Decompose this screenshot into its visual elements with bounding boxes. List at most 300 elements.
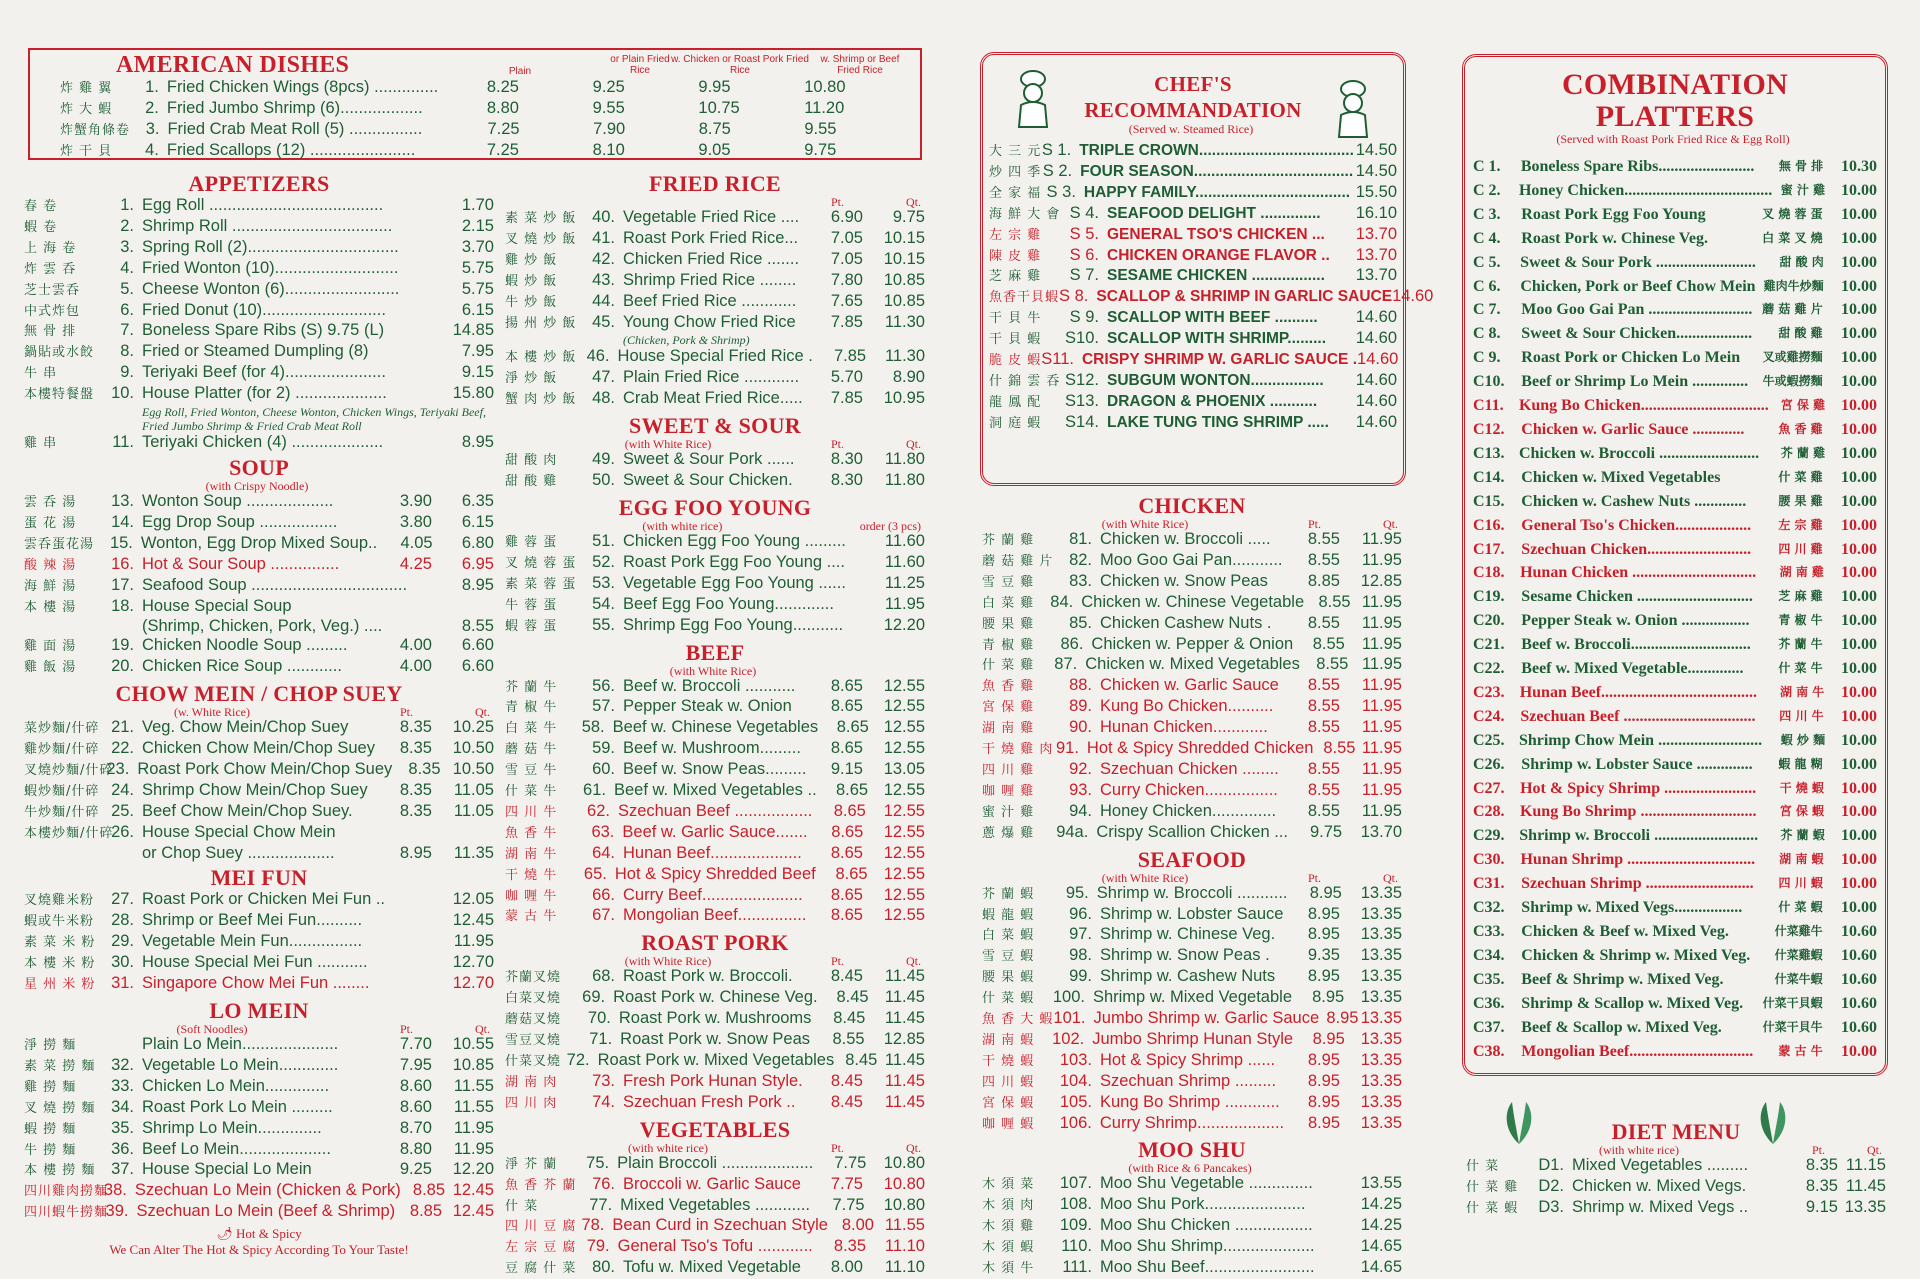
menu-item: [505, 271, 925, 292]
combo-item: [1465, 275, 1885, 299]
item-number: 103.: [1059, 1050, 1092, 1069]
menu-item: [505, 906, 925, 927]
chinese-name: 蔥 爆 雞: [982, 825, 1035, 841]
chinese-name: 白 菜 蝦: [982, 928, 1035, 944]
combo-item: [1465, 968, 1885, 992]
chinese-name: 蛋 花 湯: [24, 515, 77, 531]
pint-price: 8.55: [1316, 655, 1349, 674]
item-number: 10.: [111, 384, 134, 403]
menu-item: [982, 1009, 1402, 1030]
pint-price: 8.95: [1307, 1092, 1340, 1111]
pint-price: 8.45: [845, 1051, 878, 1069]
pt-label: Pt.: [400, 1022, 414, 1036]
item-number: 27.: [111, 890, 134, 909]
pint-price: 8.35: [408, 759, 441, 778]
item-number: S 4.: [1069, 203, 1099, 222]
quart-price: 12.55: [883, 781, 925, 800]
combo-item: [1465, 944, 1885, 968]
menu-item: [982, 614, 1402, 635]
item-name: TRIPLE CROWN....................................: [1079, 142, 1354, 159]
item-number: 18.: [111, 596, 134, 615]
item-number: 17.: [111, 575, 134, 594]
pint-price: 8.55: [1307, 759, 1340, 778]
chef-sub-text: (Served w. Steamed Rice): [1128, 122, 1254, 136]
chinese-name: 蝦 撈 麵: [24, 1121, 77, 1137]
qt-label: Qt.: [1383, 870, 1398, 885]
item-number: 105.: [1059, 1092, 1092, 1111]
item-name: Vegetable Egg Foo Young ......: [623, 573, 846, 592]
chinese-name: 無 骨 排: [1778, 159, 1824, 173]
item-number: 90.: [1069, 718, 1092, 737]
pint-price: 8.95: [1312, 988, 1345, 1007]
pint-price: 8.65: [833, 801, 866, 820]
item-price: 15.80: [452, 384, 494, 403]
menu-item: [505, 1051, 925, 1072]
item-number: 4.: [145, 140, 159, 159]
chinese-name: 四 川 蝦: [982, 1074, 1035, 1090]
quart-price: 12.55: [883, 739, 925, 758]
quart-price: 12.55: [883, 697, 925, 716]
item-number: 67.: [592, 906, 615, 925]
item-name: Shrimp Chow Mein/Chop Suey: [142, 780, 368, 799]
item-price: 11.95: [453, 932, 494, 951]
item-number: 71.: [589, 1030, 613, 1049]
chinese-name: 叉燒雞米粉: [24, 893, 95, 909]
chinese-name: 蝦 龍 糊: [1778, 756, 1823, 771]
pint-price: 8.30: [830, 450, 863, 469]
menu-item: [505, 1030, 925, 1051]
chinese-name: 菜炒麵/什碎: [24, 721, 100, 737]
soup-sub-text: (with Crispy Noodle): [205, 478, 309, 493]
item-name: Hot & Spicy Shrimp .......................: [1520, 779, 1757, 797]
item-number: 84.: [1050, 592, 1074, 611]
chinese-name: 蝦 龍 蝦: [982, 907, 1035, 923]
chinese-name: 蝦或牛米粉: [24, 914, 95, 930]
item-number: 40.: [592, 208, 615, 226]
chinese-name: 龍 鳳 配: [989, 394, 1042, 410]
chinese-name: 什 錦 雲 呑: [989, 373, 1061, 389]
menu-item: [24, 953, 494, 974]
pint-price: 7.05: [830, 228, 863, 247]
item-name: Chicken w. Broccoli .....: [1100, 530, 1271, 548]
soup-subtitle: [24, 480, 494, 492]
pint-price: 8.80: [399, 1139, 432, 1158]
combo-item: [1465, 705, 1885, 729]
item-number: 3.: [145, 119, 160, 138]
pint-price: 9.75: [1309, 822, 1343, 841]
chinese-name: 蒙 古 牛: [1778, 1043, 1823, 1058]
item-price: 3.70: [461, 237, 494, 256]
item-number: 92.: [1069, 759, 1092, 778]
item-number: C27.: [1473, 779, 1505, 797]
item-name: Roast Pork Egg Foo Young: [1521, 205, 1706, 223]
chicken-title: CHICKEN: [1138, 493, 1246, 518]
quart-price: 13.35: [1360, 904, 1402, 923]
item-price: 6.15: [461, 300, 494, 319]
chinese-name: 炸 干 貝: [60, 143, 113, 159]
item-name: Spring Roll (2).................................: [142, 237, 399, 256]
quart-price: 13.70: [1360, 822, 1403, 841]
pint-price: 8.55: [1307, 801, 1340, 820]
item-name: Roast Pork w. Mixed Vegetables: [597, 1051, 835, 1069]
item-name: Beef w. Mixed Vegetables ..: [613, 781, 817, 800]
chinese-name: 雪 豆 牛: [505, 763, 558, 779]
chef-icon: [1331, 79, 1375, 139]
item-name: Roast Pork w. Chinese Veg.: [613, 988, 818, 1007]
item-number: 100.: [1052, 988, 1085, 1007]
item-number: 43.: [592, 270, 615, 289]
chinese-name: 本 樓 米 粉: [24, 956, 96, 972]
pint-price: 7.05: [830, 249, 863, 268]
item-number: S10.: [1065, 329, 1099, 348]
chinese-name: 蝦 炒 飯: [505, 273, 558, 289]
item-price: 11.35: [453, 843, 494, 862]
chicken-list: [982, 530, 1402, 844]
menu-item: [982, 697, 1402, 718]
chinese-name: 淨 芥 蘭: [505, 1156, 558, 1172]
combo-item: [1465, 920, 1885, 944]
item-name: Chicken Chow Mein/Chop Suey: [142, 739, 375, 758]
chinese-name: 腰 果 雞: [1778, 493, 1823, 508]
chinese-name: 素 菜 撈 麵: [24, 1058, 96, 1074]
quart-price: 10.50: [452, 759, 494, 778]
menu-item: [505, 967, 925, 988]
chinese-name: 揚 州 炒 飯: [505, 315, 577, 331]
item-name: Chicken Cashew Nuts .: [1100, 613, 1272, 632]
item-number: 26.: [111, 822, 134, 841]
qt-label: Qt.: [906, 954, 921, 969]
menu-item: [24, 1160, 494, 1181]
item-price: 10.00: [1841, 707, 1878, 725]
chinese-name: 咖 喱 雞: [982, 783, 1035, 799]
menu-item: [982, 946, 1402, 967]
menu-item: [505, 471, 925, 492]
chow-mein-sub-text: (w. White Rice): [174, 705, 250, 720]
menu-item: [24, 823, 494, 844]
item-number: 52.: [592, 552, 615, 571]
item-name: Moo Goo Gai Pan ..........................: [1521, 301, 1753, 319]
item-name: Chicken Rice Soup ............: [142, 657, 342, 676]
item-name: Jumbo Shrimp Hunan Style: [1092, 1029, 1294, 1048]
pint-price: 8.35: [1805, 1176, 1838, 1195]
item-price: 10.60: [1840, 946, 1877, 964]
moo-shu-title: MOO SHU: [1138, 1137, 1246, 1163]
combo-item: [1465, 538, 1885, 562]
pint-price: 7.75: [834, 1153, 867, 1172]
chinese-name: 全 家 福: [989, 185, 1042, 201]
item-price: 12.70: [452, 974, 494, 993]
chinese-name: 芥 蘭 牛: [1778, 637, 1823, 652]
item-number: 4.: [120, 258, 134, 277]
item-name: Hunan Beef....................: [623, 843, 802, 862]
item-name: Chicken w. Garlic Sauce .............: [1521, 420, 1745, 438]
item-number: C38.: [1473, 1042, 1505, 1060]
item-price: 10.60: [1840, 970, 1877, 988]
combo-item: [1465, 633, 1885, 657]
menu-item: [982, 1174, 1402, 1195]
combo-item: [1465, 442, 1885, 466]
item-number: 80.: [592, 1258, 615, 1277]
item-price: 10.00: [1840, 349, 1877, 367]
item-name: Chicken Egg Foo Young .........: [623, 531, 846, 550]
item-number: C12.: [1473, 420, 1505, 438]
item-number: 28.: [111, 911, 134, 930]
roast-pork-title: ROAST PORK: [641, 930, 789, 956]
item-price: 12.20: [883, 615, 925, 634]
item-number: 85.: [1069, 613, 1092, 632]
combo-item: [1465, 251, 1885, 275]
chinese-name: 叉 燒 撈 麵: [24, 1100, 96, 1116]
combo-item: [1465, 777, 1885, 801]
item-name: Szechuan Beef .................: [617, 801, 813, 820]
quart-price: 13.35: [1360, 1071, 1402, 1090]
leaf-icon: [1502, 1100, 1536, 1146]
fried-rice-title: [505, 172, 925, 196]
item-price: 14.50: [1355, 141, 1397, 159]
chinese-name: 牛 撈 麵: [24, 1142, 77, 1158]
chinese-name: 鍋貼或水餃: [24, 345, 95, 361]
combo-item: [1465, 203, 1885, 227]
item-name: Beef w. Garlic Sauce.......: [622, 822, 808, 841]
item-number: 32.: [111, 1055, 134, 1074]
pint-price: 8.45: [830, 967, 863, 986]
seafood-subtitle: [982, 872, 1402, 884]
item-name: Szechuan Lo Mein (Beef & Shrimp): [136, 1202, 396, 1221]
quart-price: 6.15: [461, 512, 494, 531]
chinese-name: 四川雞肉撈麵: [24, 1184, 109, 1200]
item-number: C14.: [1473, 468, 1505, 486]
item-name: Mixed Vegetables ............: [620, 1195, 811, 1214]
item-price: 11.60: [884, 531, 925, 550]
chinese-name: 青 椒 雞: [982, 637, 1035, 653]
pint-price: 3.90: [399, 491, 432, 510]
menu-item: [24, 492, 494, 513]
chinese-name: 蝦炒麵/什碎: [24, 783, 100, 799]
menu-item: [505, 802, 925, 823]
item-name: Hunan Beef.......................................: [1519, 683, 1758, 701]
menu-item: [24, 238, 494, 259]
menu-item: [24, 1098, 494, 1119]
item-number: 19.: [111, 636, 134, 655]
price-chicken-fried-rice: 8.75: [698, 119, 731, 138]
pint-price: 3.80: [399, 512, 432, 531]
menu-item: [24, 196, 494, 217]
quart-price: 13.35: [1360, 925, 1402, 944]
menu-item: [505, 697, 925, 718]
pint-price: 7.75: [830, 1174, 863, 1193]
quart-price: 6.35: [461, 491, 494, 510]
menu-item: [505, 347, 925, 368]
item-number: 60.: [592, 760, 615, 779]
combo-subtitle: [1465, 133, 1885, 145]
item-number: 15.: [109, 533, 133, 552]
chinese-name: 蜜 汁 雞: [982, 804, 1035, 820]
menu-item: [24, 802, 494, 823]
menu-item: [24, 974, 494, 995]
item-name: Vegetable Fried Rice ....: [623, 208, 800, 226]
menu-item: [505, 988, 925, 1009]
item-name: Bean Curd in Szechuan Style: [612, 1216, 828, 1235]
item-number: C23.: [1473, 683, 1505, 701]
item-name: Roast Pork Chow Mein/Chop Suey: [137, 759, 393, 778]
platters-title: PLATTERS: [1595, 100, 1755, 133]
pint-price: 8.95: [1307, 967, 1340, 986]
item-number: S 3.: [1046, 182, 1076, 201]
item-price: 10.00: [1841, 397, 1878, 415]
item-name: Boneless Spare Ribs........................: [1520, 158, 1755, 175]
item-name: Roast Pork or Chicken Lo Mein: [1521, 349, 1741, 367]
fried-rice-subtitle: [505, 196, 925, 208]
american-dish-item: [60, 78, 910, 99]
pint-price: 8.95: [1307, 904, 1340, 923]
item-name: Vegetable Mein Fun................: [142, 932, 363, 951]
chinese-name: 甜 酸 肉: [1779, 254, 1824, 269]
item-name: Roast Pork Fried Rice...: [623, 228, 799, 247]
item-price: 10.00: [1840, 636, 1877, 654]
item-price: 10.00: [1841, 444, 1878, 462]
item-name: Szechuan Beef .................................: [1520, 707, 1756, 725]
quart-price: 13.05: [883, 760, 925, 779]
pint-price: 8.95: [1326, 1009, 1359, 1028]
item-number: C11.: [1473, 397, 1504, 415]
qt-label: Qt.: [475, 705, 490, 720]
price-chicken-fried-rice: 10.75: [698, 98, 740, 117]
item-name: Szechuan Fresh Pork ..: [623, 1092, 796, 1111]
menu-item: [505, 865, 925, 886]
item-price: 11.60: [884, 552, 925, 571]
item-price: 8.95: [461, 575, 494, 594]
item-number: 73.: [592, 1071, 615, 1090]
item-name: Fried Scallops (12) .......................: [166, 140, 416, 159]
pint-price: 9.25: [399, 1160, 432, 1179]
diet-item: [1466, 1177, 1886, 1198]
item-number: 87.: [1054, 655, 1078, 674]
pint-price: 8.65: [830, 739, 863, 758]
american-dish-item: [60, 99, 910, 120]
item-name: Fried Donut (10)...........................: [142, 300, 386, 319]
item-name: Moo Shu Shrimp....................: [1100, 1237, 1315, 1256]
qt-label: Qt.: [1867, 1143, 1882, 1157]
chinese-name: 芝士雲呑: [24, 282, 81, 298]
chinese-name: 蘑 菇 雞 片: [982, 553, 1054, 569]
quart-price: 10.85: [452, 1055, 494, 1074]
pint-price: 8.95: [1307, 925, 1340, 944]
chinese-name: 魚 香 雞: [982, 679, 1035, 695]
pint-price: 8.65: [835, 864, 868, 883]
item-name: Boneless Spare Ribs (S) 9.75 (L): [142, 321, 385, 340]
pt-label: Pt.: [831, 195, 845, 209]
chinese-name: 芥 蘭 蝦: [982, 886, 1035, 902]
item-number: 101.: [1053, 1009, 1086, 1028]
quart-price: 13.35: [1360, 1113, 1402, 1132]
quart-price: 13.35: [1360, 988, 1402, 1007]
quart-price: 13.35: [1360, 967, 1402, 986]
item-price: 10.00: [1840, 253, 1877, 271]
item-number: 14.: [111, 512, 134, 531]
item-price: 16.10: [1355, 203, 1397, 222]
chinese-name: 淨 撈 麵: [24, 1038, 77, 1053]
pint-price: 8.65: [835, 781, 869, 800]
item-name: SCALLOP WITH BEEF ..........: [1107, 309, 1318, 327]
item-name: Hot & Spicy Shrimp ......: [1100, 1050, 1276, 1069]
chef-special-item: [989, 350, 1397, 371]
item-name: CRISPY SHRIMP W. GARLIC SAUCE .: [1081, 351, 1358, 369]
item-name: HAPPY FAMILY....................................: [1083, 183, 1351, 201]
item-number: 21.: [111, 718, 134, 737]
combination-platters-box: [1462, 54, 1888, 1076]
item-name: Roast Pork w. Mushrooms: [618, 1009, 812, 1028]
moo-shu-sub-text: (with Rice & 6 Pancakes): [1128, 1161, 1252, 1176]
item-price: 10.60: [1840, 994, 1877, 1012]
chinese-name: 甜 酸 雞: [505, 474, 558, 490]
item-name: House Special Fried Rice .: [617, 347, 813, 366]
pint-price: 7.80: [830, 270, 863, 289]
item-name: Shrimp w. Mixed Vegs.................: [1521, 899, 1743, 917]
combo-item: [1465, 561, 1885, 585]
quart-price: 11.80: [884, 471, 925, 490]
item-number: 1.: [120, 196, 134, 214]
item-name: Szechuan Chicken..........................: [1521, 540, 1752, 558]
chinese-name: 素 菜 炒 飯: [505, 211, 577, 226]
quart-price: 11.95: [1361, 613, 1402, 632]
quart-price: 11.10: [884, 1258, 925, 1277]
pint-price: 8.85: [1307, 571, 1340, 590]
quart-price: 11.45: [1845, 1176, 1886, 1195]
item-price: 10.00: [1840, 612, 1877, 630]
chinese-name: 牛 串: [24, 366, 58, 382]
item-name: FOUR SEASON.....................................: [1080, 162, 1354, 180]
chinese-name: 什 菜 蝦: [1778, 900, 1823, 915]
menu-item: [24, 363, 494, 384]
combo-item: [1465, 1040, 1885, 1064]
qt-label: Qt.: [906, 195, 921, 209]
chef-special-item: [989, 413, 1397, 434]
item-number: C20.: [1473, 612, 1505, 630]
vegetables-list: [505, 1154, 925, 1279]
chef-icon: [1011, 69, 1055, 129]
item-number: 29.: [111, 932, 134, 951]
chinese-name: 什 菜 蝦: [982, 991, 1035, 1007]
chinese-name: 什 菜 牛: [1778, 661, 1823, 676]
chinese-name: 什菜干貝蝦: [1762, 995, 1823, 1010]
quart-price: 8.90: [892, 368, 925, 387]
chinese-name: 木 須 蝦: [982, 1240, 1035, 1256]
item-number: 72.: [566, 1051, 590, 1069]
item-name: LAKE TUNG TING SHRIMP .....: [1107, 413, 1329, 431]
quart-price: 11.45: [884, 1071, 925, 1090]
combo-item: [1465, 585, 1885, 609]
item-name: Hot & Sour Soup ...............: [142, 554, 340, 573]
chinese-name: 湖 南 雞: [1779, 565, 1824, 580]
menu-item: [982, 1216, 1402, 1237]
menu-item: [24, 576, 494, 597]
quart-price: 11.05: [453, 780, 494, 799]
quart-price: 11.15: [1845, 1156, 1886, 1174]
item-name: SCALLOP & SHRIMP IN GARLIC SAUCE: [1096, 288, 1393, 306]
pt-label: Pt.: [831, 437, 845, 452]
sweet-sour-sub-text: (with White Rice): [624, 437, 712, 452]
chinese-name: 四 川 牛: [1779, 708, 1824, 723]
item-name: Kung Bo Shrimp .............................: [1519, 803, 1757, 821]
price-plain-fried-rice: 7.90: [593, 119, 626, 138]
item-name: Pepper Steak w. Onion: [623, 697, 792, 716]
item-price: 14.25: [1360, 1195, 1402, 1214]
item-price: 1.70: [461, 196, 494, 214]
item-name: House Special Mei Fun ...........: [142, 953, 368, 972]
menu-item: [982, 988, 1402, 1009]
item-number: 31.: [111, 974, 134, 993]
item-number: 108.: [1059, 1195, 1092, 1214]
